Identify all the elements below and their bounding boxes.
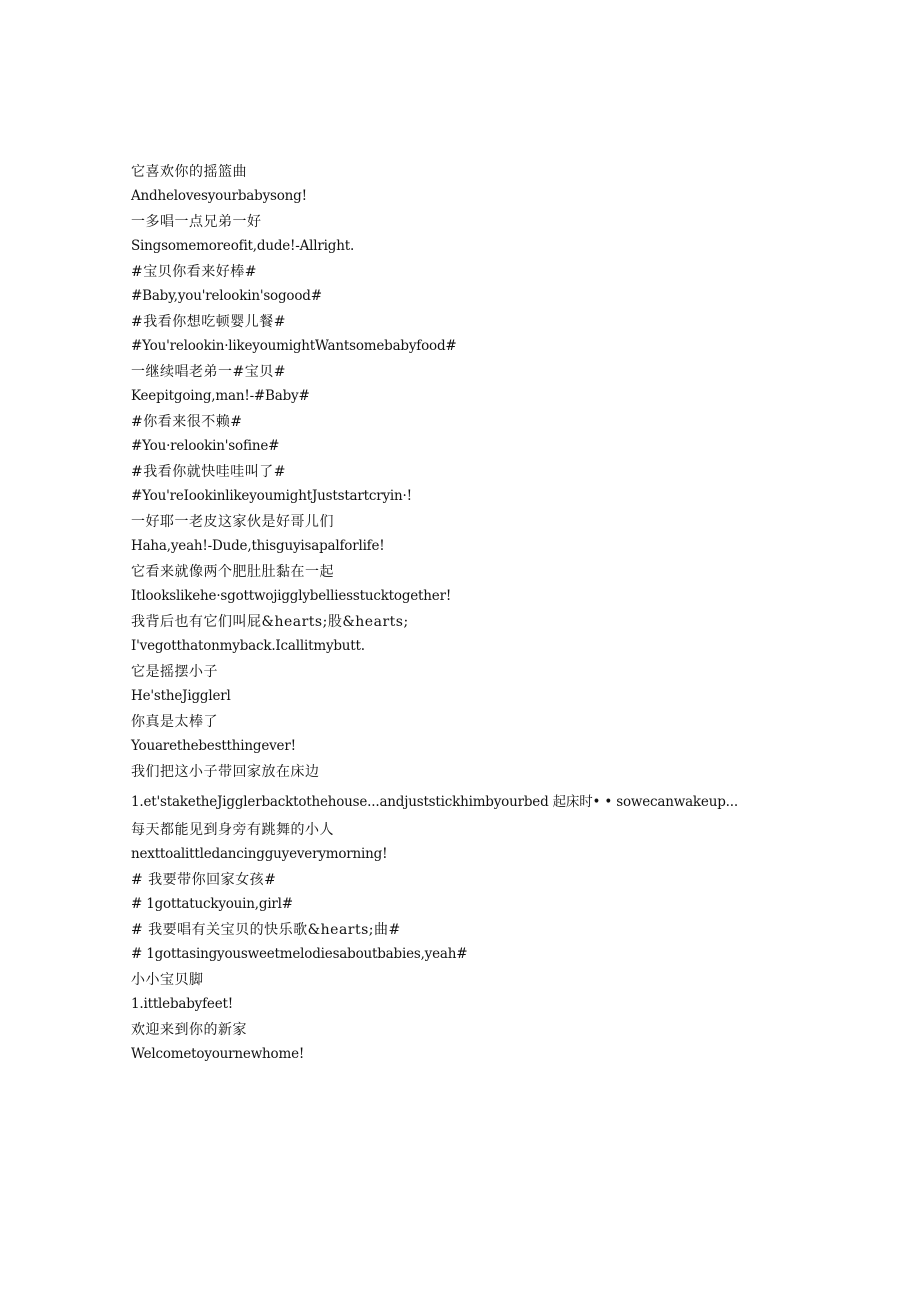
text-line-cn: 欢迎来到你的新家 <box>131 1022 247 1038</box>
text-line-en: I'vegotthatonmyback.Icallitmybutt. <box>131 638 365 654</box>
text-line-cn: 一继续唱老弟一#宝贝# <box>131 364 286 380</box>
text-line-en: nexttoalittledancingguyeverymorning! <box>131 846 388 862</box>
text-line-en: Singsomemoreofit,dude!-Allright. <box>131 238 355 254</box>
text-line-en: #Baby,you'relookin'sogood# <box>131 288 322 304</box>
text-line-cn: 它是摇摆小子 <box>131 664 218 680</box>
text-line-cn: #你看来很不赖# <box>131 414 243 430</box>
text-line-cn: 我背后也有它们叫屁&hearts;股&hearts; <box>131 614 409 630</box>
document-body <box>131 162 851 1064</box>
text-line-en: #You'reIookinlikeyoumightJuststartcryin·! <box>131 488 412 504</box>
text-line-cn: # 我要带你回家女孩# <box>131 872 277 888</box>
text-line-en: Haha,yeah!-Dude,thisguyisapalforlife! <box>131 538 385 554</box>
text-line-en: 1.ittlebabyfeet! <box>131 996 233 1012</box>
text-line-en: #You·relookin'sofine# <box>131 438 280 454</box>
text-line-cn: 一好耶一老皮这家伙是好哥儿们 <box>131 514 334 530</box>
text-line-en: # 1gottasingyousweetmelodiesaboutbabies,yeah# <box>131 946 468 962</box>
text-line-cn: #宝贝你看来好棒# <box>131 264 257 280</box>
text-line-en: Welcometoyournewhome! <box>131 1046 305 1062</box>
text-line-en: Andhelovesyourbabysong! <box>131 188 307 204</box>
text-line-en: Youarethebestthingever! <box>131 738 296 754</box>
text-line-cn: #我看你想吃顿婴儿餐# <box>131 314 286 330</box>
text-line-cn: 它看来就像两个肥肚肚黏在一起 <box>131 564 334 580</box>
text-line-en: # 1gottatuckyouin,girl# <box>131 896 293 912</box>
text-line-cn: 你真是太棒了 <box>131 714 218 730</box>
text-line-cn: 一多唱一点兄弟一好 <box>131 214 262 230</box>
text-line-cn: 我们把这小子带回家放在床边 <box>131 764 320 780</box>
text-line-en: Keepitgoing,man!-#Baby# <box>131 388 310 404</box>
text-line-cn: 小小宝贝脚 <box>131 972 204 988</box>
text-line-en: Itlookslikehe·sgottwojigglybelliesstucktogether! <box>131 588 452 604</box>
text-line-en: He'stheJigglerl <box>131 688 231 704</box>
text-line-en: 1.et'staketheJigglerbacktothehouse...andjuststickhimbyourbed 起床时• • sowecanwakeup... <box>131 794 738 810</box>
text-line-cn: #我看你就快哇哇叫了# <box>131 464 286 480</box>
text-line-cn: # 我要唱有关宝贝的快乐歌&hearts;曲# <box>131 922 401 938</box>
text-line-cn: 每天都能见到身旁有跳舞的小人 <box>131 822 334 838</box>
text-line-en: #You'relookin·likeyoumightWantsomebabyfood# <box>131 338 457 354</box>
text-line-cn: 它喜欢你的摇篮曲 <box>131 164 247 180</box>
